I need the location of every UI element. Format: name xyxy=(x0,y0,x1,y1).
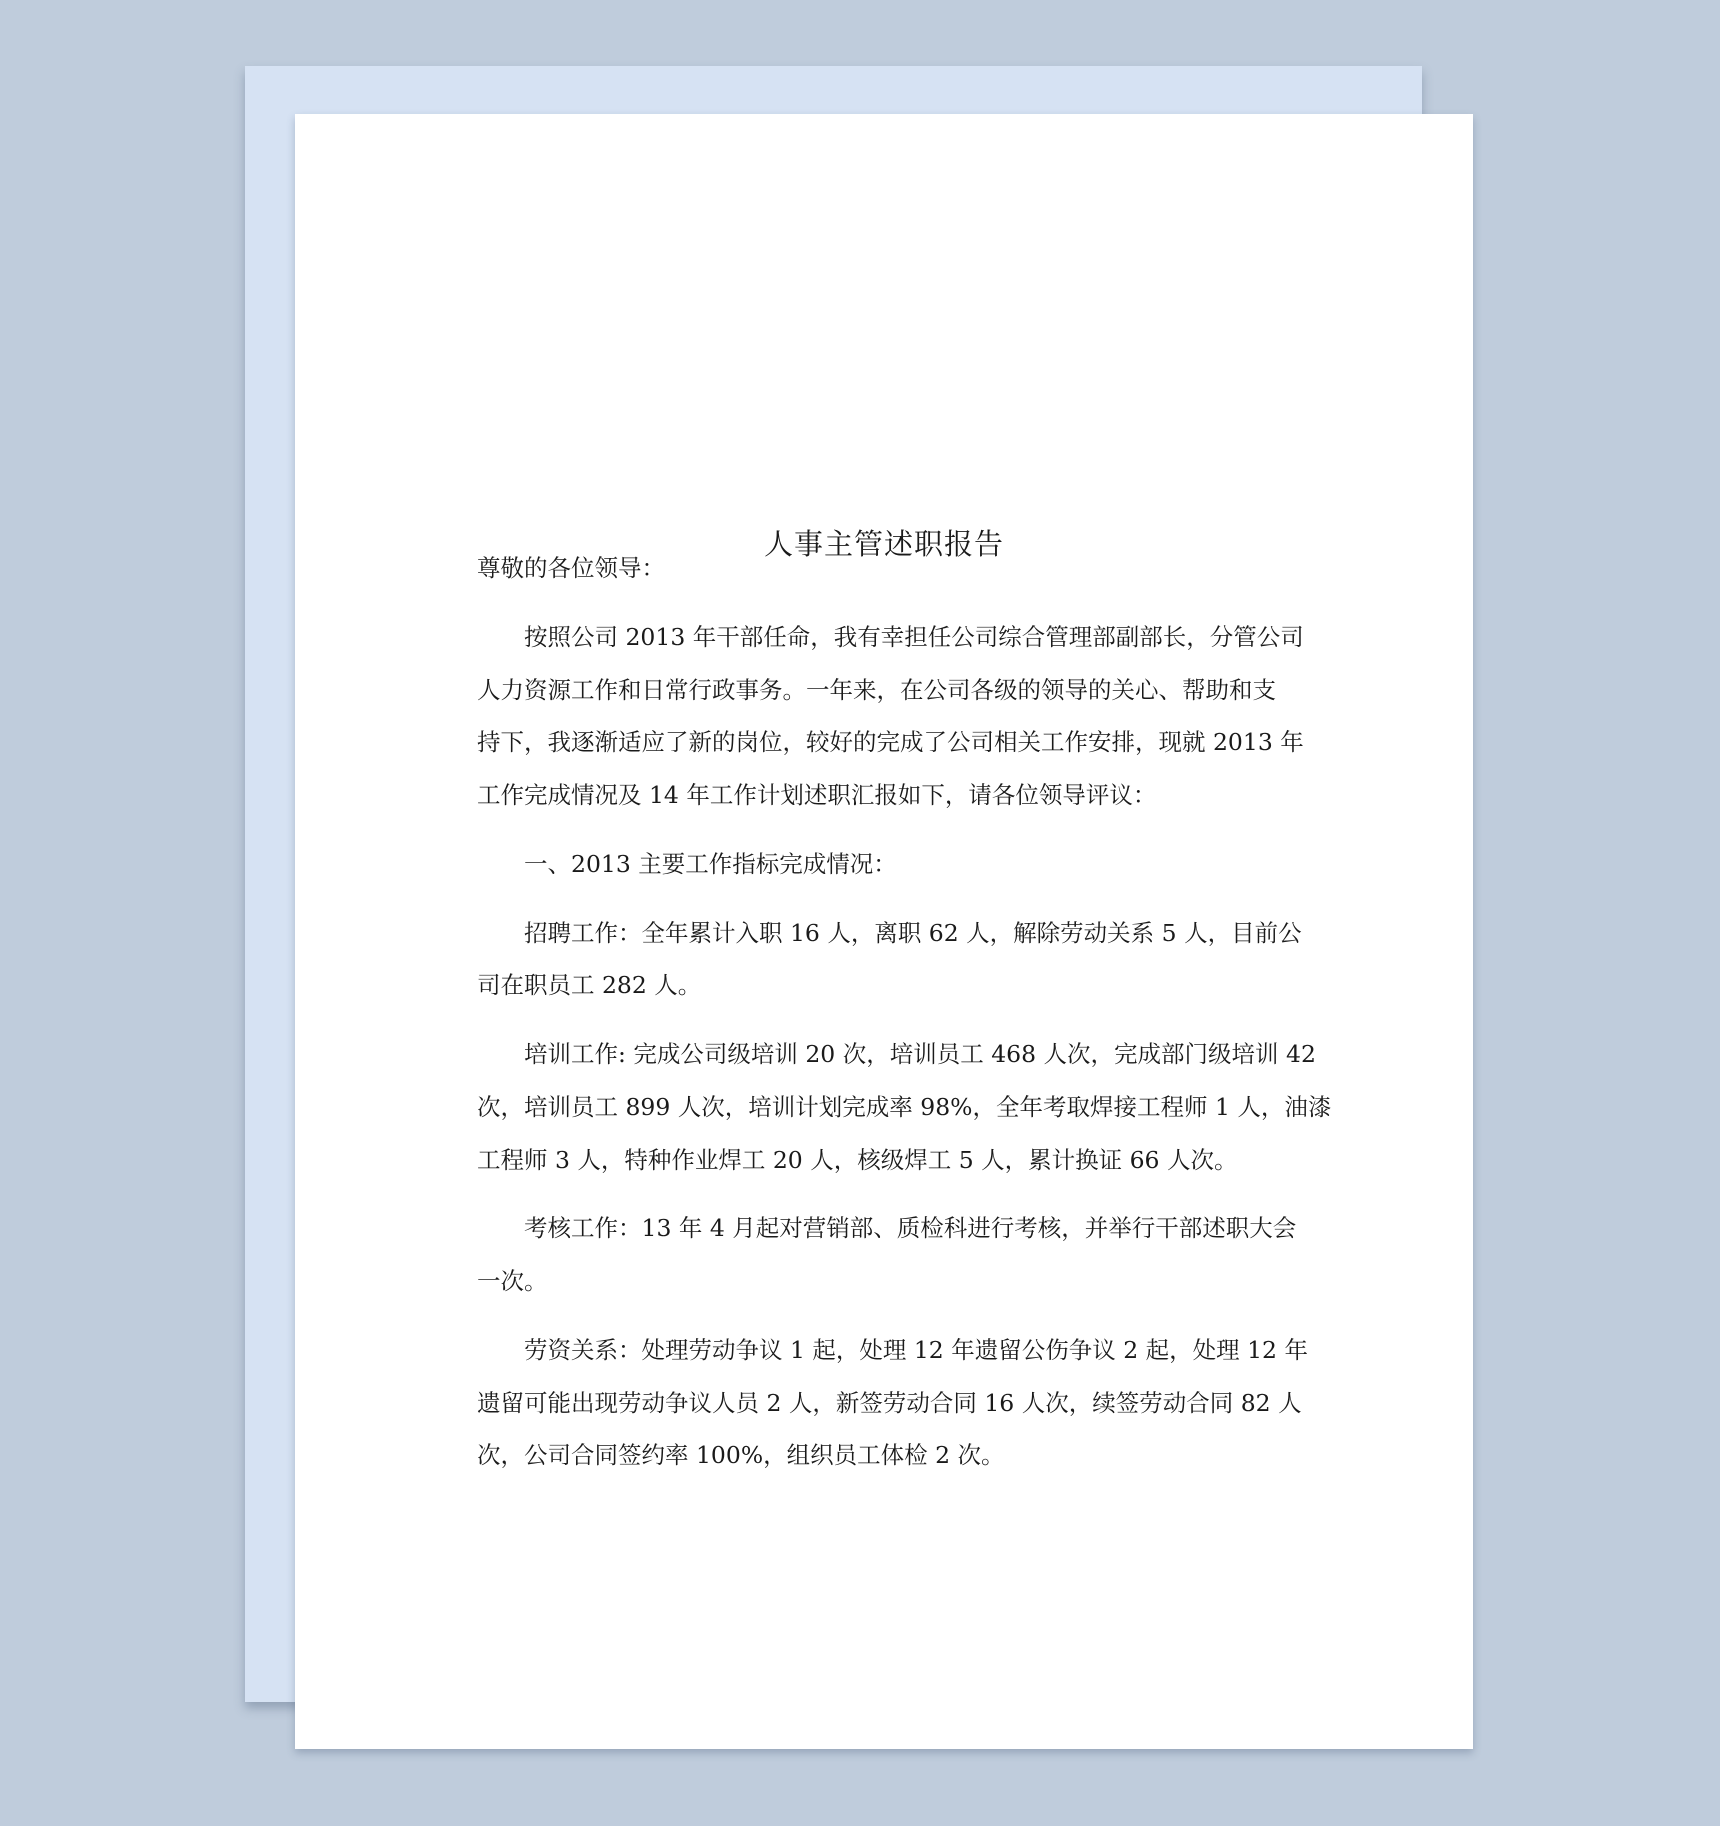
paragraph-line: 工程师 3 人，特种作业焊工 20 人，核级焊工 5 人，累计换证 66 人次。 xyxy=(477,1145,1238,1174)
paragraph-line: 一次。 xyxy=(477,1267,548,1296)
paragraph xyxy=(477,907,1302,1012)
paragraph-line: 招聘工作：全年累计入职 16 人，离职 62 人，解除劳动关系 5 人，目前公 xyxy=(524,918,1302,947)
paragraph-line: 次，公司合同签约率 100%，组织员工体检 2 次。 xyxy=(477,1441,1005,1470)
paragraph xyxy=(477,1202,1297,1307)
paragraph-line: 司在职员工 282 人。 xyxy=(477,971,702,1000)
paragraph xyxy=(477,611,1304,821)
paragraph-line: 工作完成情况及 14 年工作计划述职汇报如下，请各位领导评议： xyxy=(477,780,1157,809)
paragraph-line: 人力资源工作和日常行政事务。一年来，在公司各级的领导的关心、帮助和支 xyxy=(477,675,1276,704)
paragraph xyxy=(477,1028,1332,1186)
paragraph-line: 考核工作：13 年 4 月起对营销部、质检科进行考核，并举行干部述职大会 xyxy=(524,1214,1297,1243)
paragraph-line: 次，培训员工 899 人次，培训计划完成率 98%，全年考取焊接工程师 1 人，油漆 xyxy=(477,1092,1332,1121)
paragraph-line: 持下，我逐渐适应了新的岗位，较好的完成了公司相关工作安排，现就 2013 年 xyxy=(477,728,1304,757)
paragraph xyxy=(477,1324,1308,1482)
document-body xyxy=(477,542,1332,1498)
paragraph-line: 尊敬的各位领导： xyxy=(477,554,665,582)
paragraph-line: 遗留可能出现劳动争议人员 2 人，新签劳动合同 16 人次，续签劳动合同 82 人 xyxy=(477,1388,1302,1417)
document-page xyxy=(295,114,1473,1749)
paragraph-line: 劳资关系：处理劳动争议 1 起，处理 12 年遗留公伤争议 2 起，处理 12 年 xyxy=(524,1336,1308,1365)
paragraph xyxy=(477,838,1292,891)
paragraph xyxy=(477,542,1292,595)
paragraph-line: 按照公司 2013 年干部任命，我有幸担任公司综合管理部副部长，分管公司 xyxy=(524,622,1304,651)
paragraph-line: 培训工作: 完成公司级培训 20 次，培训员工 468 人次，完成部门级培训 42 xyxy=(524,1040,1316,1069)
document-title: 人事主管述职报告 xyxy=(763,527,1004,561)
paragraph-line: 一、2013 主要工作指标完成情况： xyxy=(524,849,897,878)
